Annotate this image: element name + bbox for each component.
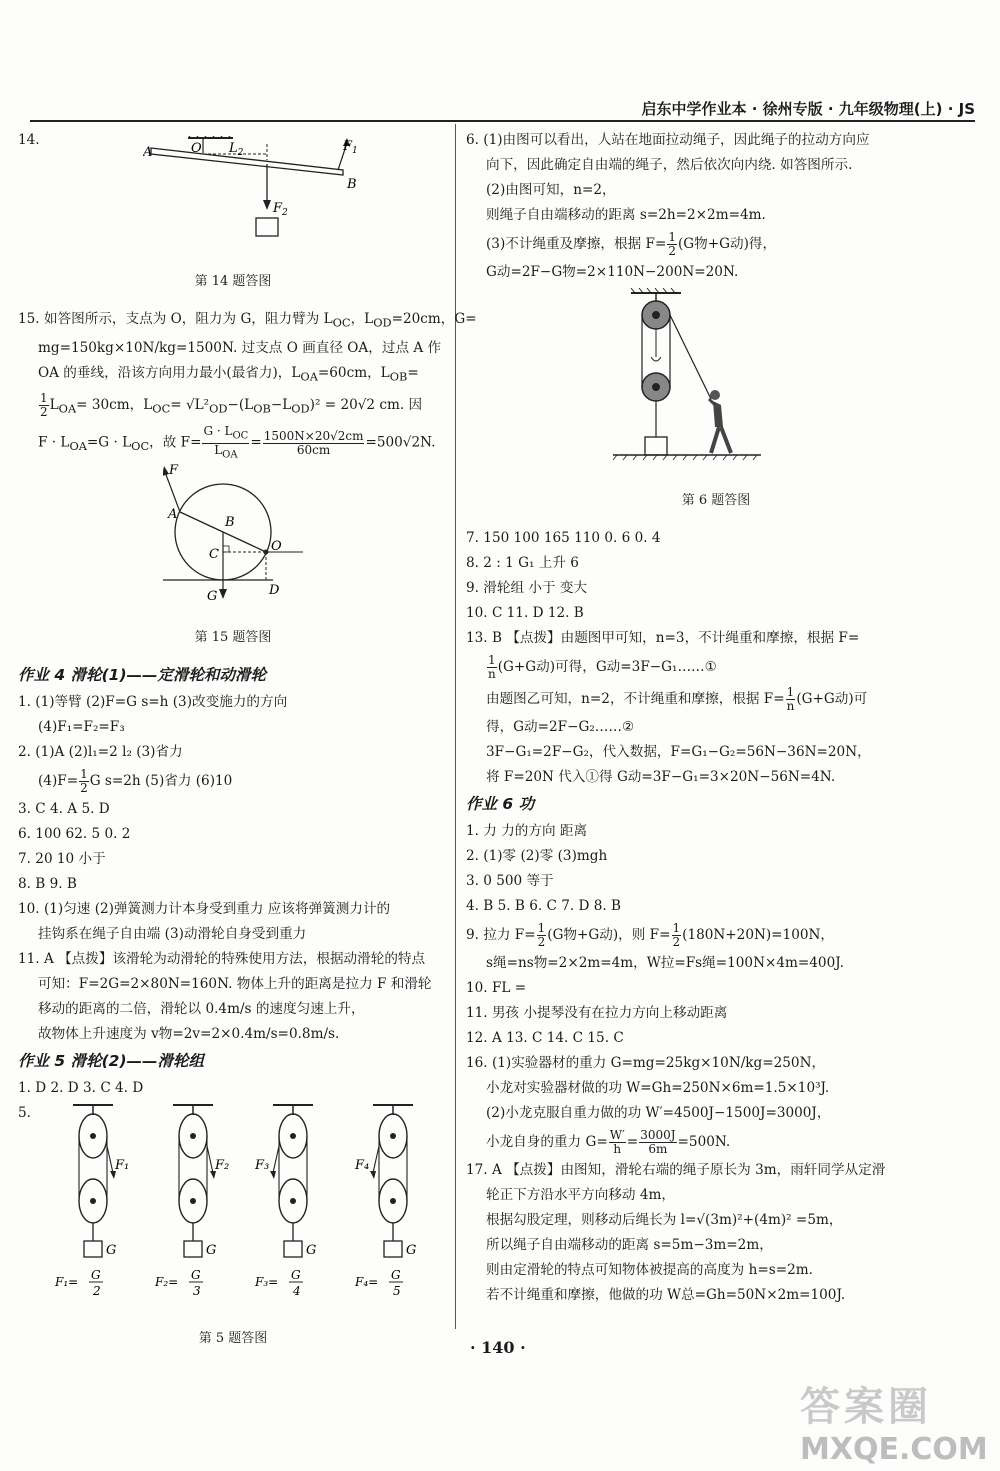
s4-line-4: (4)F= $\frac{1}{2}$ G s=2h (5)省力 (6)10 bbox=[38, 767, 233, 796]
ratio-den-1: 2 bbox=[93, 1284, 101, 1299]
r-line-8: 8. 2 : 1 G₁ 上升 6 bbox=[466, 555, 579, 571]
s4-line-6: 6. 100 62. 5 0. 2 bbox=[18, 826, 131, 843]
q14-label-l2: $L_2$ bbox=[229, 141, 244, 158]
q14-label-f2: $F_2$ bbox=[273, 201, 288, 218]
q6-line-1: 6. (1)由图可以看出，人站在地面拉动绳子，因此绳子的拉动方向应 bbox=[466, 132, 870, 148]
q15-line-2: mg=150kg×10N/kg=1500N. 过支点 O 画直径 OA，过点 A 作 bbox=[38, 339, 442, 356]
s5-line-1: 1. D 2. D 3. C 4. D bbox=[18, 1080, 144, 1097]
q17-line-1: 17. A 【点拨】由图知，滑轮右端的绳子原长为 3m，雨轩同学从定滑 bbox=[466, 1162, 886, 1178]
ratio-lhs-4: F₄= bbox=[355, 1275, 379, 1290]
fixed-axle-3 bbox=[290, 1133, 296, 1139]
q15-caption: 第 15 题答图 bbox=[194, 630, 272, 646]
load-label-2: G bbox=[206, 1243, 217, 1259]
fixed-axle-1 bbox=[90, 1133, 96, 1139]
r-line-10: 10. C 11. D 12. B bbox=[466, 605, 584, 621]
r-line-b5: (2)小龙克服自重力做的功 W′=4500J−1500J=3000J， bbox=[486, 1105, 831, 1121]
s4-line-1: 1. (1)等臂 (2)F=G s=h (3)改变施力的方向 bbox=[18, 694, 288, 711]
left-column bbox=[18, 128, 477, 1364]
s4-line-12: 可知：F=2G=2×80N=160N. 物体上升的距离是拉力 F 和滑轮 bbox=[38, 976, 432, 993]
pull-arrow-4 bbox=[370, 1171, 376, 1179]
section-6-title: 作业 6 功 bbox=[466, 795, 535, 813]
q15-label-c: C bbox=[209, 547, 219, 563]
s4-line-9: 10. (1)匀速 (2)弹簧测力计本身受到重力 应该将弹簧测力计的 bbox=[18, 901, 391, 918]
q9-line-2: s绳=ns物=2×2m=4m，W拉=Fs绳=100N×4m=400J. bbox=[486, 955, 844, 971]
fixed-axle-2 bbox=[190, 1133, 196, 1139]
q14-label-o: O bbox=[191, 141, 202, 156]
q15-label-g: G bbox=[207, 589, 218, 605]
pull-rope-2 bbox=[207, 1146, 213, 1173]
s4-line-5: 3. C 4. A 5. D bbox=[18, 801, 110, 818]
q15-line-1: 15. 如答图所示，支点为 O，阻力为 G，阻力臂为 $L_{OC}$，$L_{OD}=20cm$，G= bbox=[18, 311, 477, 330]
header-title: 启东中学作业本 · 徐州专版 · 九年级物理(上) · JS bbox=[641, 100, 975, 118]
q17-line-2: 轮正下方沿水平方向移动 4m， bbox=[486, 1187, 675, 1203]
s4-line-3: 2. (1)A (2)l₁=2 l₂ (3)省力 bbox=[18, 744, 183, 761]
pull-rope-4 bbox=[373, 1146, 379, 1173]
ratio-num-1: G bbox=[91, 1268, 101, 1283]
r-line-7: 7. 150 100 165 110 0. 6 0. 4 bbox=[466, 530, 661, 546]
pull-rope-1 bbox=[107, 1146, 113, 1173]
force-label-1: F₁ bbox=[115, 1158, 130, 1174]
section-5-title: 作业 5 滑轮(2)——滑轮组 bbox=[18, 1052, 205, 1071]
moving-axle-2 bbox=[190, 1198, 196, 1204]
pull-arrow-3 bbox=[270, 1171, 276, 1179]
q13-line-4: 得，G动=2F−G₂……② bbox=[486, 719, 635, 735]
r-line-b3: 16. (1)实验器材的重力 G=mg=25kg×10N/kg=250N， bbox=[466, 1055, 826, 1071]
s4-line-11: 11. A 【点拨】该滑轮为动滑轮的特殊使用方法，根据动滑轮的特点 bbox=[18, 951, 426, 968]
q17-line-3: 根据勾股定理，则移动后绳长为 l=√(3m)²+(4m)² =5m， bbox=[486, 1212, 843, 1228]
moving-axle-4 bbox=[390, 1198, 396, 1204]
s4-line-14: 故物体上升速度为 v物=2v=2×0.4m/s=0.8m/s. bbox=[38, 1026, 340, 1043]
force-label-2: F₂ bbox=[215, 1158, 230, 1174]
q9-line-1: 9. 拉力 F= $\frac{1}{2}$ (G物+G动)，则 F= $\frac{1}{2}$ (180N+20N)=100N， bbox=[466, 921, 834, 949]
q15-line-4: $\frac{1}{2}$ $L_{OA}= 30cm$，$L_{OC}= √L^2_{OD}-(L_{OB}-L_{OD})^2 = 20√2$ cm. 因 bbox=[40, 391, 423, 420]
q6-line-4: 则绳子自由端移动的距离 s=2h=2×2m=4m. bbox=[486, 207, 766, 223]
load-label-3: G bbox=[306, 1243, 317, 1259]
load-block-2 bbox=[184, 1241, 202, 1257]
q5-caption: 第 5 题答图 bbox=[198, 1331, 268, 1347]
load-label-1: G bbox=[106, 1243, 117, 1259]
q6-pulley-worker-diagram bbox=[611, 287, 811, 477]
force-label-4: F₄ bbox=[355, 1158, 370, 1174]
q15-label-a: A bbox=[168, 507, 178, 523]
q16-last-line: 小龙自身的重力 G= $\frac{W'}{h}$ = $\frac{3000J}{6m}$ =500N. bbox=[486, 1128, 731, 1156]
fixed-axle-4 bbox=[390, 1133, 396, 1139]
ratio-num-3: G bbox=[291, 1268, 301, 1283]
watermark-url: MXQE.COM bbox=[800, 1432, 988, 1467]
ratio-lhs-3: F₃= bbox=[255, 1275, 279, 1290]
s4-line-2: (4)F₁=F₂=F₃ bbox=[38, 719, 125, 736]
force-label-3: F₃ bbox=[255, 1158, 270, 1174]
q15-label-f: F bbox=[169, 463, 179, 479]
watermark bbox=[800, 1375, 988, 1467]
q17-line-4: 所以绳子自由端移动的距离 s=5m−3m=2m， bbox=[486, 1237, 773, 1253]
load-label-4: G bbox=[406, 1243, 417, 1259]
r-line-b4: 小龙对实验器材做的功 W=Gh=250N×6m=1.5×10³J. bbox=[486, 1080, 830, 1096]
q14-label-b: B bbox=[347, 177, 357, 192]
q15-label-d: D bbox=[269, 583, 280, 599]
q13-line-2: $\frac{1}{n}$ (G+G动)可得，G动=3F−G₁……① bbox=[488, 653, 717, 681]
moving-axle-1 bbox=[90, 1198, 96, 1204]
q6-caption: 第 6 题答图 bbox=[681, 493, 751, 508]
q15-line-5: $F \cdot L_{OA}=G \cdot L_{OC}$，故 F= $\frac{G \cdot L_{OC}}{L_{OA}}$ = $\frac{1500N\times 20√2cm}{60cm}$ =500√2N. bbox=[38, 424, 436, 460]
q15-wheel-diagram bbox=[163, 462, 353, 612]
q15-label-b: B bbox=[225, 515, 235, 531]
ratio-den-2: 3 bbox=[193, 1284, 201, 1299]
r-line-b2: 12. A 13. C 14. C 15. C bbox=[466, 1030, 624, 1046]
q6-line-2: 向下，因此确定自由端的绳子，然后依次向内绕. 如答图所示. bbox=[486, 157, 853, 173]
q14-lever-diagram bbox=[143, 136, 403, 246]
q17-line-5: 则由定滑轮的特点可知物体被提高的高度为 h=s=2m. bbox=[486, 1262, 813, 1278]
q15-label-o: O bbox=[271, 539, 282, 555]
s4-line-8: 8. B 9. B bbox=[18, 876, 77, 893]
q13-line-6: 将 F=20N 代入①得 G动=3F−G₁=3×20N−56N=4N. bbox=[486, 769, 836, 785]
q6-line-3: (2)由图可知，n=2， bbox=[486, 182, 616, 198]
pull-rope-3 bbox=[273, 1146, 279, 1173]
section-4-title: 作业 4 滑轮(1)——定滑轮和动滑轮 bbox=[18, 666, 267, 685]
ratio-num-4: G bbox=[391, 1268, 401, 1283]
moving-axle-3 bbox=[290, 1198, 296, 1204]
page-header bbox=[30, 98, 975, 122]
s6-line-3: 3. 0 500 等于 bbox=[466, 873, 554, 889]
ratio-den-4: 5 bbox=[393, 1284, 401, 1299]
r-line-b0: 10. FL = bbox=[466, 980, 527, 996]
s4-line-7: 7. 20 10 小于 bbox=[18, 851, 106, 868]
load-block-1 bbox=[84, 1241, 102, 1257]
watermark-main: 答案圈 bbox=[800, 1384, 932, 1430]
q14-figure-block bbox=[18, 128, 448, 256]
s6-line-1: 1. 力 力的方向 距离 bbox=[466, 823, 588, 839]
s6-line-2: 2. (1)零 (2)零 (3)mgh bbox=[466, 848, 608, 864]
q14-caption: 第 14 题答图 bbox=[194, 274, 272, 289]
load-block-4 bbox=[384, 1241, 402, 1257]
ratio-den-3: 4 bbox=[293, 1284, 301, 1299]
q14-number: 14. bbox=[18, 132, 40, 148]
r-line-9: 9. 滑轮组 小于 变大 bbox=[466, 580, 588, 596]
q5-figure-block bbox=[18, 1101, 448, 1313]
page-number: · 140 · bbox=[470, 1338, 526, 1357]
q17-line-6: 若不计绳重和摩擦，他做的功 W总=Gh=50N×2m=100J. bbox=[486, 1287, 846, 1303]
right-column bbox=[466, 128, 966, 1308]
q15-figure-block bbox=[18, 462, 448, 612]
ratio-lhs-1: F₁= bbox=[55, 1275, 79, 1290]
q5-number: 5. bbox=[18, 1105, 31, 1122]
q13-line-5: 3F−G₁=2F−G₂，代入数据，F=G₁−G₂=56N−36N=20N， bbox=[486, 744, 871, 760]
load-block-3 bbox=[284, 1241, 302, 1257]
r-line-b1: 11. 男孩 小提琴没有在拉力方向上移动距离 bbox=[466, 1005, 728, 1021]
s4-line-10: 挂钩系在绳子自由端 (3)动滑轮自身受到重力 bbox=[38, 926, 307, 943]
s4-line-13: 移动的距离的二倍，滑轮以 0.4m/s 的速度匀速上升， bbox=[38, 1001, 365, 1018]
q14-label-a: A bbox=[143, 145, 153, 160]
q15-line-3: OA 的垂线，沿该方向用力最小(最省力)，$L_{OA}=60cm$，$L_{OB}=$ bbox=[38, 364, 419, 384]
ratio-num-2: G bbox=[191, 1268, 201, 1283]
q6-line-6: G动=2F−G物=2×110N−200N=20N. bbox=[486, 264, 739, 280]
q6-line-5: (3)不计绳重及摩擦，根据 F= $\frac{1}{2}$ (G物+G动)得， bbox=[486, 230, 777, 258]
q5-pulley-diagrams bbox=[38, 1101, 458, 1311]
q13-line-3: 由题图乙可知，n=2，不计绳重和摩擦，根据 F= $\frac{1}{n}$ (G+G动)可 bbox=[486, 685, 868, 713]
q14-label-f1: $F_1$ bbox=[343, 139, 358, 156]
s6-line-4: 4. B 5. B 6. C 7. D 8. B bbox=[466, 898, 622, 914]
q6-figure-block bbox=[466, 285, 966, 475]
ratio-lhs-2: F₂= bbox=[155, 1275, 179, 1290]
q13-line-1: 13. B 【点拨】由题图甲可知，n=3，不计绳重和摩擦，根据 F= bbox=[466, 630, 860, 646]
